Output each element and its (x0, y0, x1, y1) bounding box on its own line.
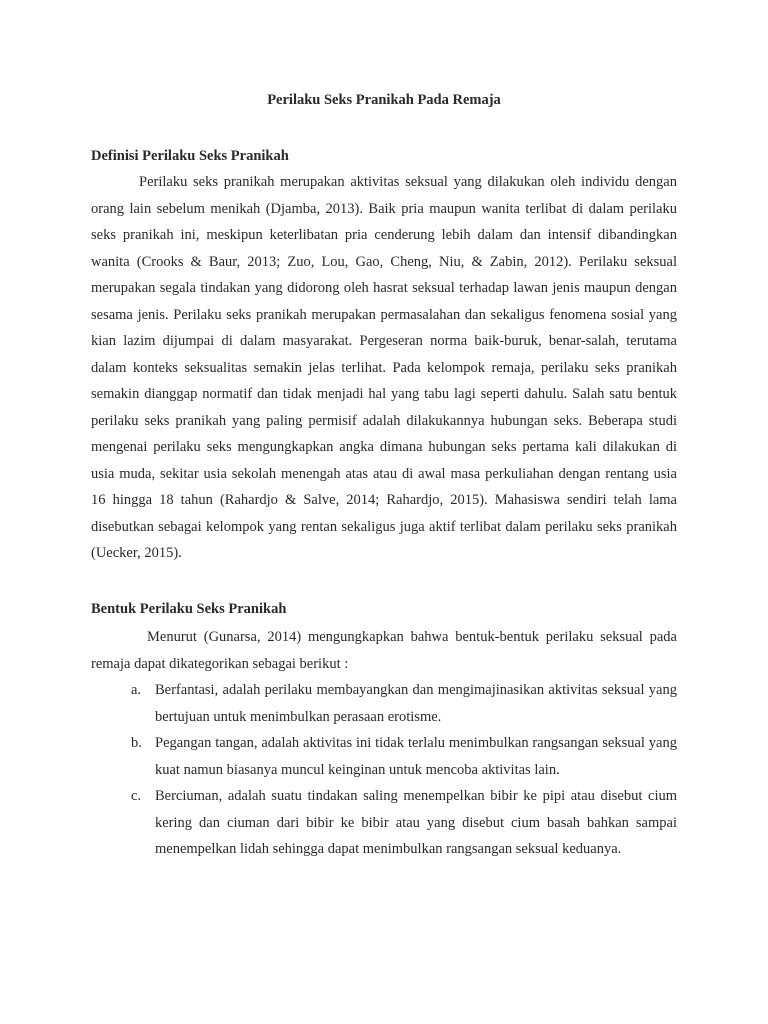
list-item (91, 783, 677, 863)
list-item-text: Pegangan tangan, adalah aktivitas ini tidak terlalu menimbulkan rangsangan seksual yang kuat namun biasanya muncul keinginan untuk mencoba aktivitas lain. (155, 735, 677, 778)
section-paragraph-definisi: Perilaku seks pranikah merupakan aktivitas seksual yang dilakukan oleh individu dengan orang lain sebelum menikah (Djamba, 2013). Baik pria maupun wanita terlibat di dalam perilaku seks pranikah ini, meskipun keterlibatan pria cenderung lebih dalam dan intensif dibandingkan wanita (Crooks & Baur, 2013; Zuo, Lou, Gao, Cheng, Niu, & Zabin, 2012). Perilaku seksual merupakan segala tindakan yang didorong oleh hasrat seksual terhadap lawan jenis maupun dengan sesama jenis. Perilaku seks pranikah merupakan permasalahan dan sekaligus fenomena sosial yang kian lazim dijumpai di dalam masyarakat. Pergeseran norma baik-buruk, benar-salah, terutama dalam konteks seksualitas semakin jelas terlihat. Pada kelompok remaja, perilaku seks pranikah semakin dianggap normatif dan tidak menjadi hal yang tabu lagi seperti dahulu. Salah satu bentuk perilaku seks pranikah yang paling permisif adalah dilakukannya hubungan seks. Beberapa studi mengenai perilaku seks mengungkapkan angka dimana hubungan seks pertama kali dilakukan di usia muda, sekitar usia sekolah menengah atas atau di awal masa perkuliahan dengan rentang usia 16 hingga 18 tahun (Rahardjo & Salve, 2014; Rahardjo, 2015). Mahasiswa sendiri telah lama disebutkan sebagai kelompok yang rentan sekaligus juga aktif terlibat dalam perilaku seks pranikah (Uecker, 2015). (91, 174, 677, 561)
section-heading-bentuk: Bentuk Perilaku Seks Pranikah (91, 601, 287, 617)
section-paragraph-bentuk: Menurut (Gunarsa, 2014) mengungkapkan bahwa bentuk-bentuk perilaku seksual pada remaja dapat dikategorikan sebagai berikut : (91, 629, 677, 672)
list-item (91, 730, 677, 783)
list-item-text: Berfantasi, adalah perilaku membayangkan dan mengimajinasikan aktivitas seksual yang bertujuan untuk menimbulkan perasaan erotisme. (155, 682, 677, 725)
list-item (91, 677, 677, 730)
section-heading-definisi: Definisi Perilaku Seks Pranikah (91, 148, 289, 164)
page-title: Perilaku Seks Pranikah Pada Remaja (267, 92, 501, 108)
list-marker: b. (131, 735, 142, 751)
bentuk-list (91, 677, 677, 863)
list-marker: a. (131, 682, 142, 698)
list-marker: c. (131, 788, 142, 804)
list-item-text: Berciuman, adalah suatu tindakan saling menempelkan bibir ke pipi atau disebut cium kering dan ciuman dari bibir ke bibir atau yang disebut cium basah bahkan sampai menempelkan lidah sehingga dapat menimbulkan rangsangan seksual keduanya. (155, 788, 677, 857)
